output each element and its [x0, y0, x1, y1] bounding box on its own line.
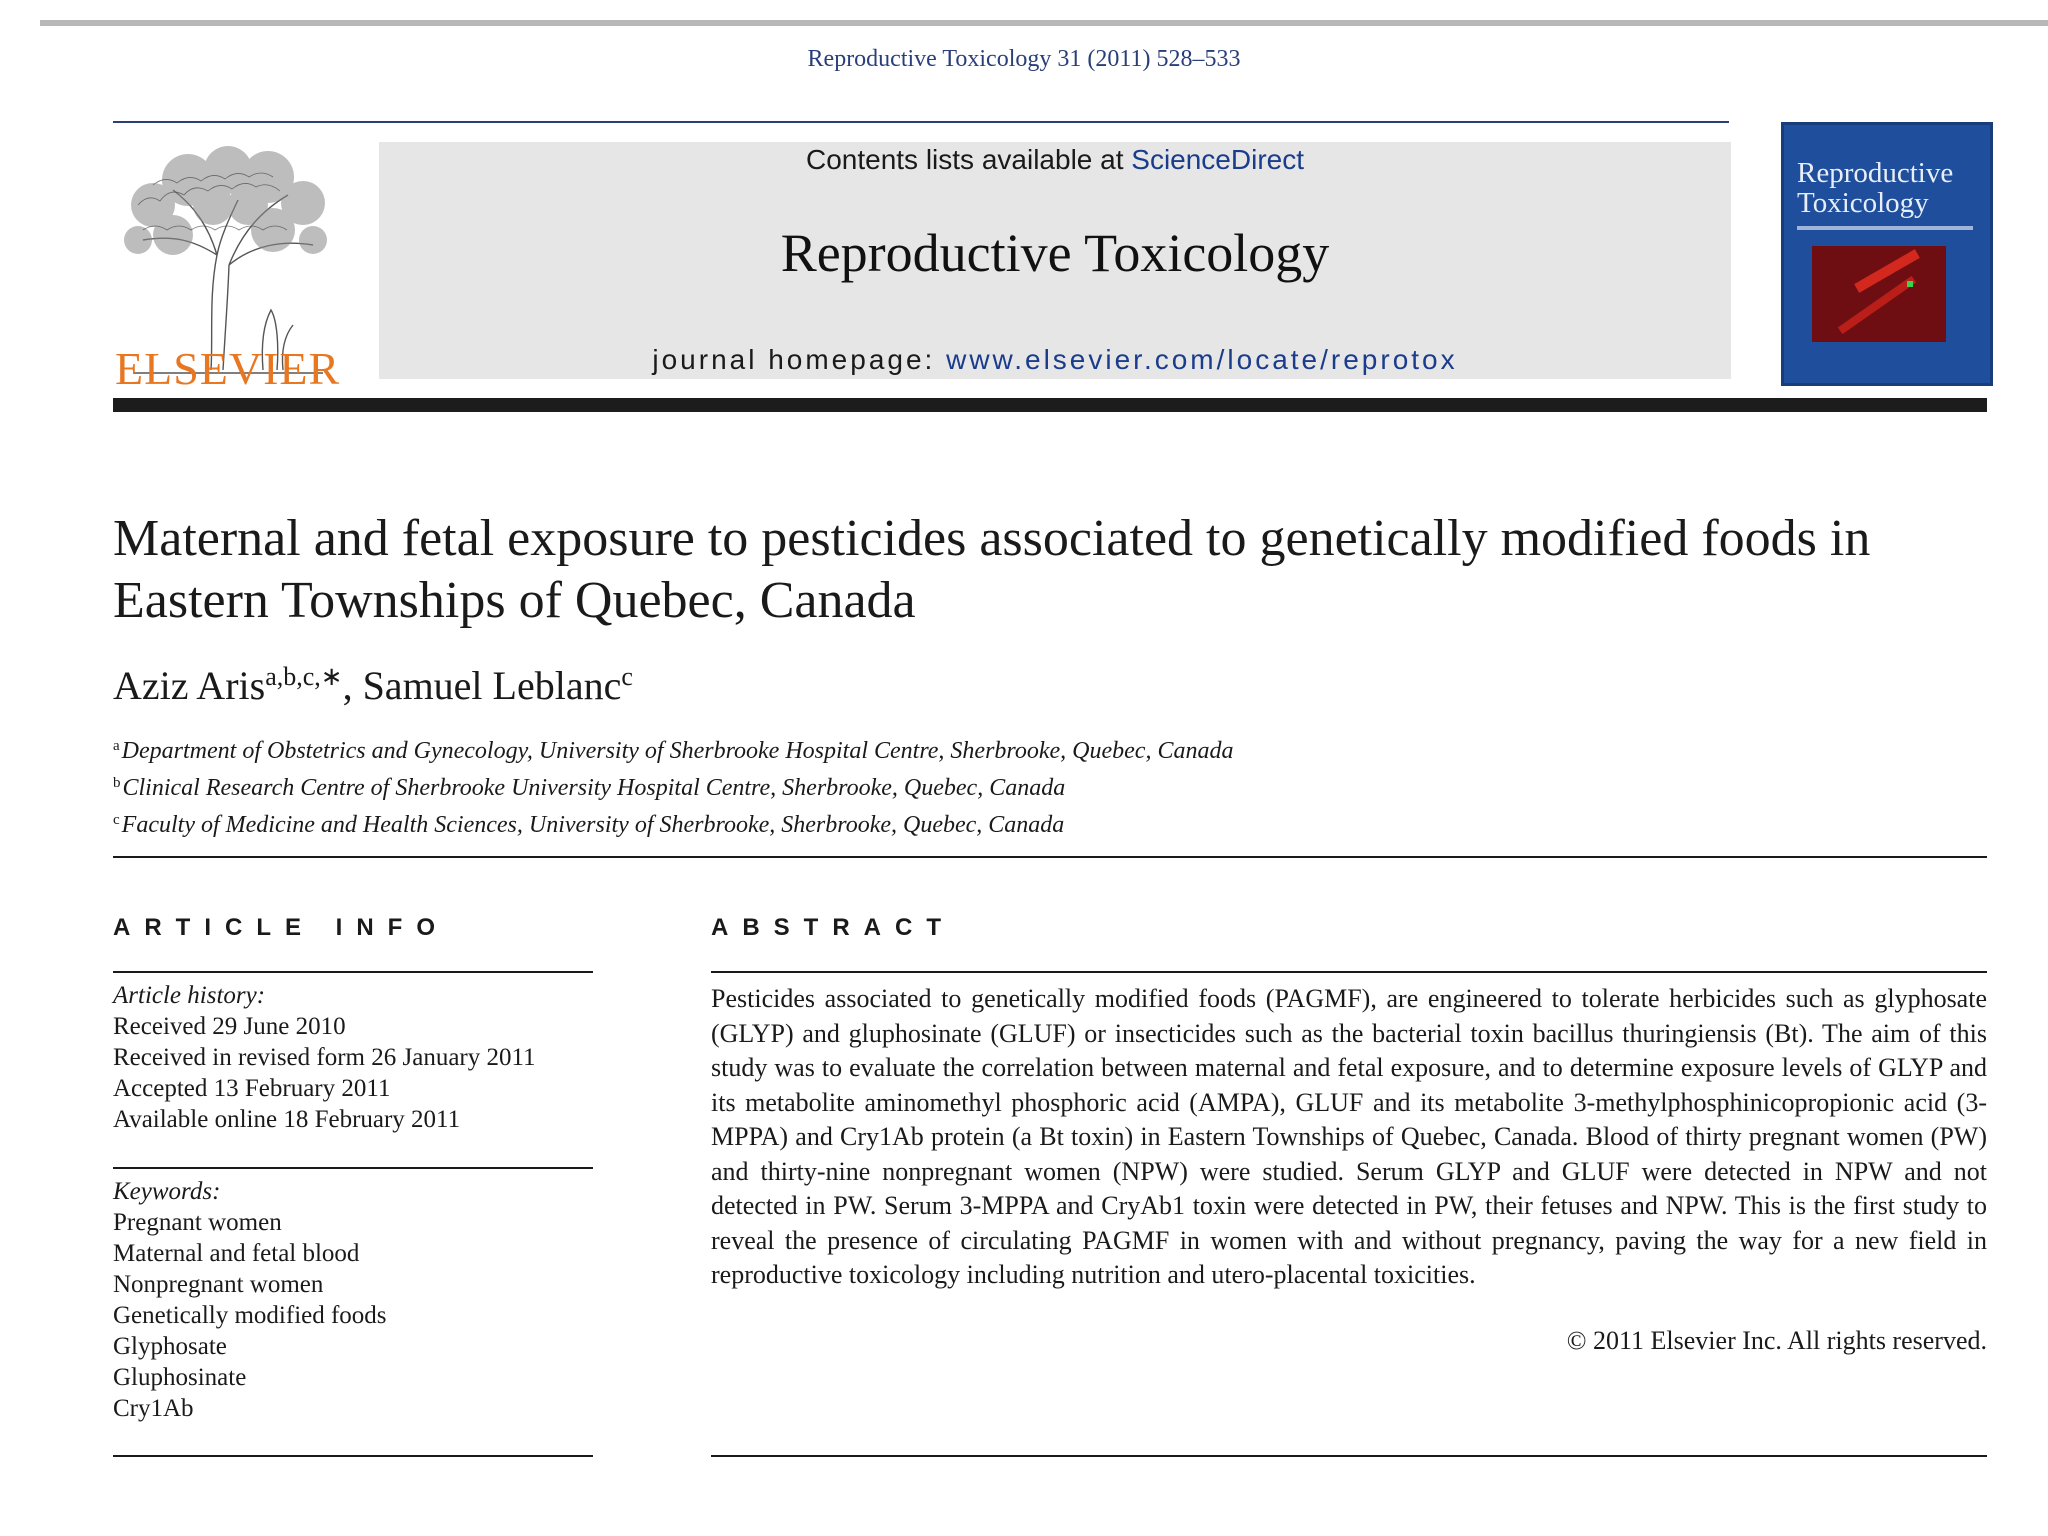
- history-item: Available online 18 February 2011: [113, 1106, 461, 1133]
- history-item: Received in revised form 26 January 2011: [113, 1044, 536, 1071]
- author-name: Samuel Leblanc: [362, 663, 622, 708]
- affiliation-mark: a: [113, 738, 120, 754]
- contents-line: [379, 144, 1731, 176]
- journal-citation: Reproductive Toxicology 31 (2011) 528–533: [807, 46, 1241, 72]
- cover-title: Reproductive Toxicology: [1797, 157, 1954, 219]
- article-title: Maternal and fetal exposure to pesticides associated to genetically modified foods in Eastern Townships of Quebec, Canada: [113, 510, 1871, 629]
- keyword: Nonpregnant women: [113, 1271, 324, 1298]
- keyword: Gluphosinate: [113, 1364, 247, 1391]
- cover-image: [1812, 246, 1946, 342]
- header-thick-rule: [113, 398, 1987, 412]
- contents-prefix: Contents lists available at: [805, 144, 1132, 175]
- journal-homepage: [379, 344, 1731, 376]
- elsevier-wordmark: ELSEVIER: [115, 343, 341, 394]
- copyright-notice: © 2011 Elsevier Inc. All rights reserved.: [1566, 1326, 1987, 1355]
- header-rule: [113, 121, 1729, 123]
- abstract-text: Pesticides associated to genetically modified foods (PAGMF), are engineered to tolerate herbicides such as glyphosate (GLYP) and gluphosinate (GLUF) or insecticides such as the bacterial toxin bacillus thuringiensis (Bt). The aim of this study was to evaluate the correlation between maternal and fetal exposure, and to determine exposure levels of GLYP and its metabolite aminomethyl phosphoric acid (AMPA), GLUF and its metabolite 3-methylphosphinicopropionic acid (3-MPPA) and Cry1Ab protein (a Bt toxin) in Eastern Townships of Quebec, Canada. Blood of thirty pregnant women (PW) and thirty-nine nonpregnant women (NPW) were studied. Serum GLYP and GLUF were detected in NPW and not detected in PW. Serum 3-MPPA and CryAb1 toxin were detected in PW, their fetuses and NPW. This is the first study to reveal the presence of circulating PAGMF in women with and without pregnancy, paving the way for a new field in reproductive toxicology including nutrition and utero-placental toxicities.: [711, 984, 1987, 1289]
- article-info-rule: [113, 1167, 593, 1169]
- affiliations: [113, 730, 1233, 841]
- history-label: Article history:: [113, 982, 266, 1009]
- keyword: Cry1Ab: [113, 1395, 194, 1422]
- affiliation: [113, 767, 1233, 804]
- homepage-link[interactable]: www.elsevier.com/locate/reprotox: [946, 344, 1458, 375]
- homepage-prefix: journal homepage:: [652, 344, 947, 375]
- affiliation-mark: c: [113, 812, 120, 828]
- top-border: [40, 20, 2048, 26]
- keyword: Maternal and fetal blood: [113, 1240, 360, 1267]
- article-info-rule: [113, 1455, 593, 1457]
- history-item: Accepted 13 February 2011: [113, 1075, 391, 1102]
- affiliation: [113, 804, 1233, 841]
- keyword: Glyphosate: [113, 1333, 227, 1360]
- abstract-rule: [711, 971, 1987, 973]
- author-separator: ,: [342, 663, 363, 708]
- affiliation-text: Clinical Research Centre of Sherbrooke University Hospital Centre, Sherbrooke, Quebec, Canada: [122, 775, 1066, 801]
- author-affiliation-marks[interactable]: c: [621, 662, 633, 691]
- history-item: Received 29 June 2010: [113, 1013, 346, 1040]
- keywords: [113, 1176, 387, 1424]
- article-info-rule: [113, 971, 593, 973]
- affiliation-text: Faculty of Medicine and Health Sciences, University of Sherbrooke, Sherbrooke, Quebec, Canada: [121, 812, 1065, 838]
- article-info-heading: ARTICLE INFO: [113, 914, 449, 941]
- affiliation-mark: b: [113, 775, 121, 791]
- cover-subtitle-bar: [1797, 226, 1973, 230]
- author-list: [113, 662, 633, 709]
- author-affiliation-marks[interactable]: a,b,c,∗: [265, 662, 343, 691]
- author-name: Aziz Aris: [113, 663, 266, 708]
- article-history: [113, 980, 536, 1135]
- abstract-rule: [711, 1455, 1987, 1457]
- affiliation: [113, 730, 1233, 767]
- abstract-heading: ABSTRACT: [711, 914, 955, 941]
- affiliation-text: Department of Obstetrics and Gynecology, University of Sherbrooke Hospital Centre, Sherbrooke, Quebec, Canada: [121, 738, 1234, 764]
- keyword: Pregnant women: [113, 1209, 282, 1236]
- journal-title: Reproductive Toxicology: [780, 223, 1330, 283]
- keyword: Genetically modified foods: [113, 1302, 387, 1329]
- section-rule: [113, 856, 1987, 858]
- sciencedirect-link[interactable]: ScienceDirect: [1131, 144, 1304, 175]
- keywords-label: Keywords:: [113, 1178, 221, 1205]
